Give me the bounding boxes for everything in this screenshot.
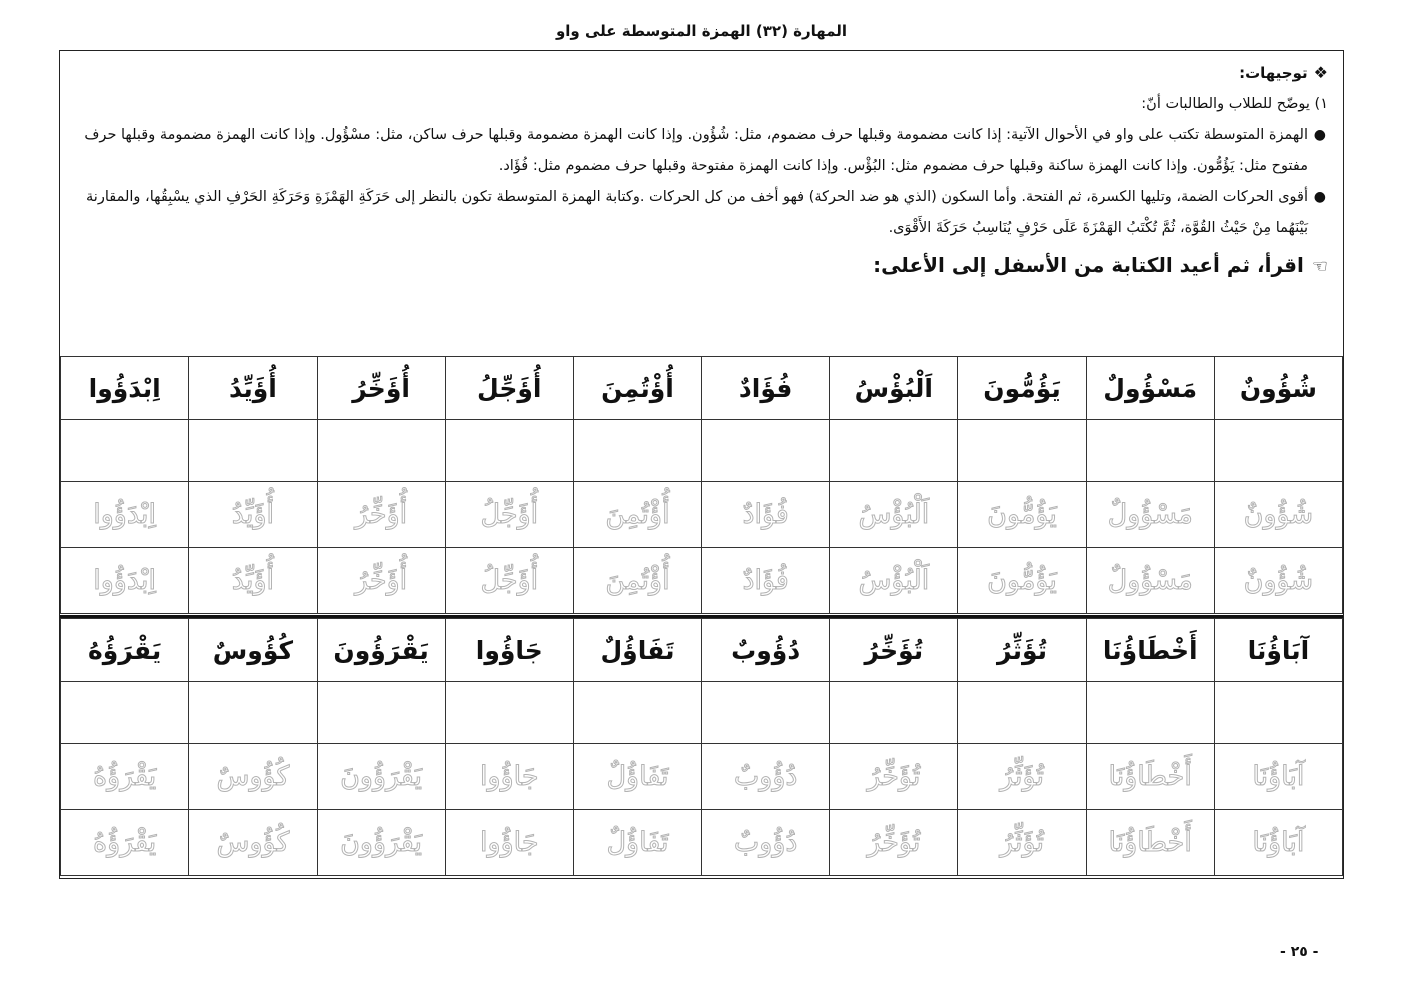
writing-cell[interactable] xyxy=(958,682,1086,744)
pointing-hand-icon: ☜ xyxy=(1311,256,1328,277)
tracing-cell[interactable]: أُؤَخِّرُ xyxy=(317,548,445,614)
word-cell: يَؤُمُّونَ xyxy=(958,357,1086,420)
tracing-cell[interactable]: كُؤُوسٌ xyxy=(189,810,317,876)
writing-cell[interactable] xyxy=(61,682,189,744)
tracing-cell[interactable]: يَقْرَؤُونَ xyxy=(317,810,445,876)
writing-cell[interactable] xyxy=(1214,420,1342,482)
tracing-cell[interactable]: مَسْؤُولٌ xyxy=(1086,482,1214,548)
writing-cell[interactable] xyxy=(189,682,317,744)
word-cell: أُؤَخِّرُ xyxy=(317,357,445,420)
tracing-cell[interactable]: كُؤُوسٌ xyxy=(189,744,317,810)
tracing-cell[interactable]: أَخْطَاؤُنَا xyxy=(1086,810,1214,876)
tracing-cell[interactable]: يَقْرَؤُهُ xyxy=(61,810,189,876)
tracing-cell[interactable]: آبَاؤُنَا xyxy=(1214,810,1342,876)
writing-cell[interactable] xyxy=(958,420,1086,482)
tracing-cell[interactable]: تُؤَثِّرُ xyxy=(958,810,1086,876)
tracing-row xyxy=(61,548,1343,614)
tracing-cell[interactable]: مَسْؤُولٌ xyxy=(1086,548,1214,614)
tracing-cell[interactable]: يَؤُمُّونَ xyxy=(958,548,1086,614)
tracing-row xyxy=(61,744,1343,810)
word-cell: شُؤُونٌ xyxy=(1214,357,1342,420)
tracing-cell[interactable]: يَؤُمُّونَ xyxy=(958,482,1086,548)
tracing-cell[interactable]: أُؤَيِّدُ xyxy=(189,548,317,614)
tracing-cell[interactable]: يَقْرَؤُهُ xyxy=(61,744,189,810)
tracing-cell[interactable]: شُؤُونٌ xyxy=(1214,482,1342,548)
page-title: المهارة (٣٢) الهمزة المتوسطة على واو xyxy=(555,22,848,40)
writing-cell[interactable] xyxy=(1086,420,1214,482)
tracing-cell[interactable]: فُؤَادٌ xyxy=(702,482,830,548)
bullet-dot-icon: ● xyxy=(1313,127,1326,143)
word-cell: مَسْؤُولٌ xyxy=(1086,357,1214,420)
page-number: - ٢٥ - xyxy=(1280,944,1319,960)
word-cell: يَقْرَؤُونَ xyxy=(317,619,445,682)
instructions-heading-text: توجيهات: xyxy=(1239,64,1308,82)
word-cell: كُؤُوسٌ xyxy=(189,619,317,682)
tracing-cell[interactable]: أُؤَخِّرُ xyxy=(317,482,445,548)
writing-cell[interactable] xyxy=(189,420,317,482)
tracing-cell[interactable]: اِبْدَؤُوا xyxy=(61,548,189,614)
word-cell: فُؤَادٌ xyxy=(702,357,830,420)
instructions-point-1: ١) يوضّح للطلاب والطالبات أنّ: xyxy=(1141,96,1328,112)
writing-row xyxy=(61,682,1343,744)
practice-grid-2 xyxy=(60,618,1343,876)
instructions-heading xyxy=(74,57,1328,89)
word-cell: أُؤَجِّلُ xyxy=(445,357,573,420)
word-cell: تَفَاؤُلٌ xyxy=(573,619,701,682)
tracing-cell[interactable]: تَفَاؤُلٌ xyxy=(573,744,701,810)
writing-cell[interactable] xyxy=(445,420,573,482)
tracing-cell[interactable]: تُؤَخِّرُ xyxy=(830,744,958,810)
tracing-cell[interactable]: أُؤْتُمِنَ xyxy=(573,482,701,548)
writing-cell[interactable] xyxy=(1086,682,1214,744)
tracing-cell[interactable]: أُؤَجِّلُ xyxy=(445,548,573,614)
instructions-bullet-1 xyxy=(74,120,1328,182)
writing-cell[interactable] xyxy=(830,420,958,482)
tracing-cell[interactable]: أُؤَيِّدُ xyxy=(189,482,317,548)
practice-grid-1 xyxy=(60,356,1343,614)
instructions-bullet-2-text: أقوى الحركات الضمة، وتليها الكسرة، ثم الفتحة. وأما السكون (الذي هو ضد الحركة) فهو أخف من كل الحركات .وكتابة الهمزة المتوسطة تكون بالنظر إلى حَرَكَةِ الهَمْزَةِ وَحَرَكَةِ الحَرْفِ الذي يسْبِقُها، والمقارنة بَيْنَهُما مِنْ حَيْثُ القُوَّة، ثُمَّ تُكْتَبُ الهَمْزَةَ عَلَى حَرْفٍ يُنَاسِبُ حَرَكَةَ الأَقْوَى. xyxy=(86,189,1308,236)
word-cell: أَخْطَاؤُنَا xyxy=(1086,619,1214,682)
word-cell: أُؤْتُمِنَ xyxy=(573,357,701,420)
tracing-cell[interactable]: اِبْدَؤُوا xyxy=(61,482,189,548)
word-cell: جَاؤُوا xyxy=(445,619,573,682)
tracing-cell[interactable]: دُؤُوبٌ xyxy=(702,810,830,876)
word-cell: تُؤَثِّرُ xyxy=(958,619,1086,682)
tracing-cell[interactable]: جَاؤُوا xyxy=(445,744,573,810)
bullet-dot-icon: ● xyxy=(1313,189,1326,205)
writing-cell[interactable] xyxy=(702,682,830,744)
tracing-row xyxy=(61,482,1343,548)
writing-cell[interactable] xyxy=(830,682,958,744)
tracing-cell[interactable]: أُؤْتُمِنَ xyxy=(573,548,701,614)
tracing-cell[interactable]: دُؤُوبٌ xyxy=(702,744,830,810)
word-row xyxy=(61,357,1343,420)
tracing-cell[interactable]: أُؤَجِّلُ xyxy=(445,482,573,548)
tracing-cell[interactable]: يَقْرَؤُونَ xyxy=(317,744,445,810)
tracing-cell[interactable]: تَفَاؤُلٌ xyxy=(573,810,701,876)
writing-row xyxy=(61,420,1343,482)
task-text: اقرأ، ثم أعيد الكتابة من الأسفل إلى الأعلى: xyxy=(873,253,1304,277)
tracing-row xyxy=(61,810,1343,876)
tracing-cell[interactable]: تُؤَثِّرُ xyxy=(958,744,1086,810)
word-cell: يَقْرَؤُهُ xyxy=(61,619,189,682)
tracing-cell[interactable]: اَلْبُؤْسُ xyxy=(830,482,958,548)
diamond-bullet-icon: ❖ xyxy=(1313,63,1328,82)
instructions-bullet-1-text: الهمزة المتوسطة تكتب على واو في الأحوال الآتية: إذا كانت مضمومة وقبلها حرف مضموم، مثل: شُؤُون. وإذا كانت الهمزة مضمومة وقبلها حرف ساكن، مثل: مسْؤُول. وإذا كانت الهمزة مضمومة وقبلها حرف مفتوح مثل: يَؤُمُّون. وإذا كانت الهمزة ساكنة وقبلها حرف مضموم مثل: البُؤْس. وإذا كانت الهمزة مفتوحة وقبلها حرف مضموم مثل: فُؤَاد. xyxy=(84,127,1308,174)
writing-cell[interactable] xyxy=(573,682,701,744)
instructions-section xyxy=(60,51,1342,356)
worksheet-frame xyxy=(59,50,1344,879)
tracing-cell[interactable]: شُؤُونٌ xyxy=(1214,548,1342,614)
task-line xyxy=(74,248,1328,284)
tracing-cell[interactable]: جَاؤُوا xyxy=(445,810,573,876)
word-row xyxy=(61,619,1343,682)
tracing-cell[interactable]: فُؤَادٌ xyxy=(702,548,830,614)
writing-cell[interactable] xyxy=(445,682,573,744)
tracing-cell[interactable]: آبَاؤُنَا xyxy=(1214,744,1342,810)
writing-cell[interactable] xyxy=(317,420,445,482)
tracing-cell[interactable]: اَلْبُؤْسُ xyxy=(830,548,958,614)
tracing-cell[interactable]: تُؤَخِّرُ xyxy=(830,810,958,876)
word-cell: أُؤَيِّدُ xyxy=(189,357,317,420)
word-cell: دُؤُوبٌ xyxy=(702,619,830,682)
writing-cell[interactable] xyxy=(61,420,189,482)
writing-cell[interactable] xyxy=(702,420,830,482)
word-cell: آبَاؤُنَا xyxy=(1214,619,1342,682)
tracing-cell[interactable]: أَخْطَاؤُنَا xyxy=(1086,744,1214,810)
writing-cell[interactable] xyxy=(317,682,445,744)
writing-cell[interactable] xyxy=(1214,682,1342,744)
word-cell: اِبْدَؤُوا xyxy=(61,357,189,420)
writing-cell[interactable] xyxy=(573,420,701,482)
word-cell: اَلْبُؤْسُ xyxy=(830,357,958,420)
word-cell: تُؤَخِّرُ xyxy=(830,619,958,682)
instructions-bullet-2 xyxy=(74,182,1328,244)
